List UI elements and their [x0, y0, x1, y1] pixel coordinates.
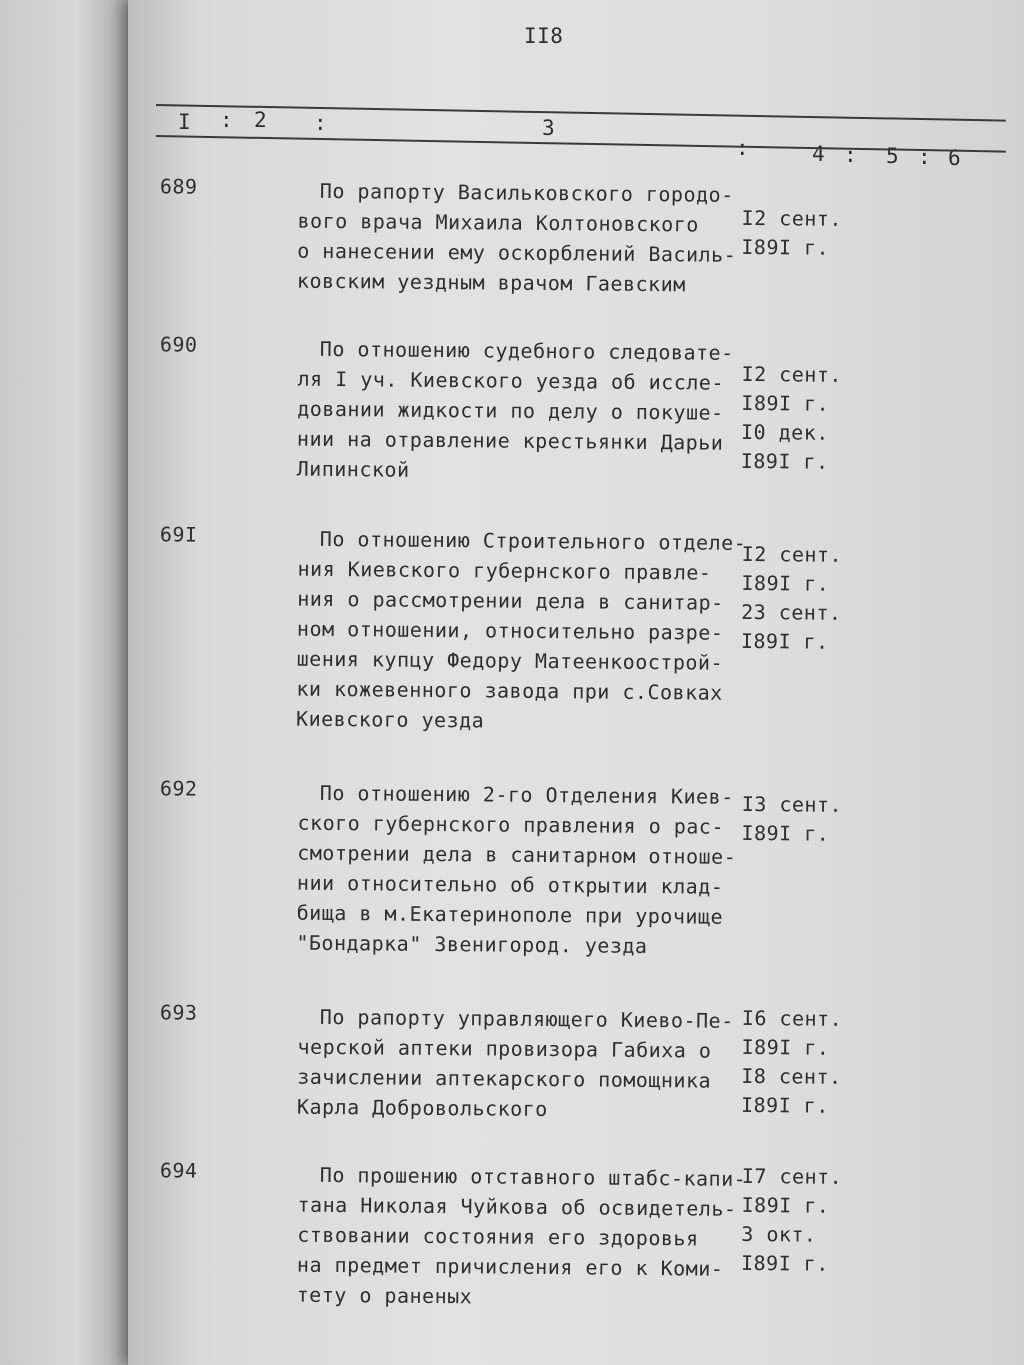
description-line: По прошению отставного штабс-капи-: [319, 1162, 747, 1191]
entry-description: [297, 1002, 748, 1126]
date-line: I2 сент.: [741, 205, 843, 231]
register-entry: [128, 1000, 1024, 1122]
description-line: нии на отравление крестьянки Дарьи: [296, 426, 724, 455]
register-entry: [128, 174, 1024, 297]
column-3-header: 3: [542, 116, 556, 140]
description-line: черской аптеки провизора Габиха о: [297, 1034, 712, 1063]
entry-dates: [741, 360, 842, 477]
description-line: Киевского уезда: [296, 706, 485, 733]
entry-description: [297, 176, 748, 300]
register-entry: [128, 776, 1024, 958]
column-separator: :: [736, 136, 750, 160]
page-number: II8: [524, 24, 564, 48]
entry-number: 690: [159, 332, 198, 357]
register-entry: [128, 1158, 1024, 1309]
date-line: I8 сент.: [741, 1063, 842, 1089]
table-header-rule: [156, 135, 1006, 153]
description-line: ковским уездным врачом Гаевским: [296, 268, 686, 297]
date-line: I89I г.: [741, 390, 830, 416]
date-line: 23 сент.: [741, 599, 842, 625]
description-line: нии относительно об открытии клад-: [296, 870, 724, 899]
date-line: I7 сент.: [741, 1163, 843, 1189]
description-line: зачислении аптекарского помощника: [297, 1064, 712, 1093]
description-line: Липинской: [296, 456, 410, 482]
column-separator: :: [844, 143, 858, 167]
column-separator: :: [918, 145, 932, 169]
register-entry: [128, 522, 1024, 733]
date-line: I89I г.: [741, 1034, 830, 1060]
description-line: По рапорту управляющего Киево-Пе-: [319, 1004, 734, 1033]
column-5-header: 5: [886, 144, 900, 168]
entry-number: 689: [159, 174, 198, 199]
date-line: I89I г.: [740, 628, 829, 654]
entry-number: 692: [159, 776, 198, 801]
date-line: I2 сент.: [741, 361, 843, 387]
description-line: тету о раненых: [296, 1282, 473, 1309]
date-line: I89I г.: [740, 1092, 829, 1118]
document-page: [128, 0, 1024, 1365]
description-line: ния о рассмотрении дела в санитар-: [297, 586, 724, 615]
description-line: ном отношении, относительно разре-: [296, 616, 724, 645]
entry-description: [296, 778, 748, 962]
entry-description: [296, 524, 748, 738]
entry-number: 694: [159, 1158, 198, 1183]
description-line: смотрении дела в санитарном отноше-: [297, 840, 737, 869]
description-line: шения купцу Федору Матеенкоострой-: [296, 646, 724, 675]
date-line: I89I г.: [741, 820, 830, 846]
date-line: I6 сент.: [741, 1005, 843, 1031]
description-line: ки кожевенного завода при с.Совках: [296, 676, 723, 705]
description-line: о нанесении ему оскорблений Василь-: [297, 238, 737, 267]
entry-description: [297, 1160, 748, 1314]
date-line: I89I г.: [741, 570, 830, 596]
description-line: По отношению Строительного отделе-: [319, 526, 747, 555]
entry-dates: [741, 790, 842, 849]
column-6-header: 6: [948, 146, 962, 170]
description-line: ния Киевского губернского правле-: [297, 556, 712, 585]
entry-dates: [741, 204, 842, 263]
description-line: довании жидкости по делу о покуше-: [297, 396, 724, 425]
entry-dates: [741, 540, 842, 657]
date-line: I89I г.: [741, 1192, 830, 1218]
entry-description: [297, 334, 748, 488]
entry-number: 693: [159, 1000, 198, 1025]
description-line: на предмет причисления его к Коми-: [296, 1252, 724, 1281]
previous-page-edge: [0, 0, 140, 1365]
entry-number: 69I: [159, 522, 198, 547]
entry-dates: [741, 1004, 842, 1121]
date-line: I89I г.: [740, 448, 829, 474]
date-line: I2 сент.: [741, 541, 843, 567]
description-line: бища в м.Екатеринополе при урочище: [296, 900, 724, 929]
column-separator: :: [314, 111, 328, 135]
date-line: I3 сент.: [741, 791, 843, 817]
date-line: I89I г.: [740, 1250, 829, 1276]
description-line: ля I уч. Киевского уезда об иссле-: [297, 366, 725, 395]
register-entry: [128, 332, 1024, 482]
column-separator: :: [220, 108, 234, 132]
description-line: ского губернского правления о рас-: [297, 810, 725, 839]
description-line: По рапорту Васильковского городо-: [319, 178, 734, 207]
date-line: I89I г.: [741, 234, 830, 260]
description-line: вого врача Михаила Колтоновского: [297, 208, 699, 237]
description-line: "Бондарка" Звенигород. уезда: [296, 930, 648, 958]
date-line: I0 дек.: [740, 419, 829, 445]
description-line: Карла Добровольского: [296, 1094, 548, 1122]
column-2-header: 2: [254, 108, 268, 132]
date-line: 3 окт.: [741, 1221, 817, 1247]
description-line: тана Николая Чуйкова об освидетель-: [297, 1192, 737, 1221]
description-line: ствовании состояния его здоровья: [297, 1222, 699, 1251]
table-top-rule: [156, 104, 1006, 122]
description-line: По отношению 2-го Отделения Киев-: [319, 780, 734, 809]
entry-dates: [741, 1162, 842, 1279]
column-4-header: 4: [812, 142, 826, 166]
description-line: По отношению судебного следовате-: [319, 336, 734, 365]
column-1-header: I: [178, 110, 192, 134]
